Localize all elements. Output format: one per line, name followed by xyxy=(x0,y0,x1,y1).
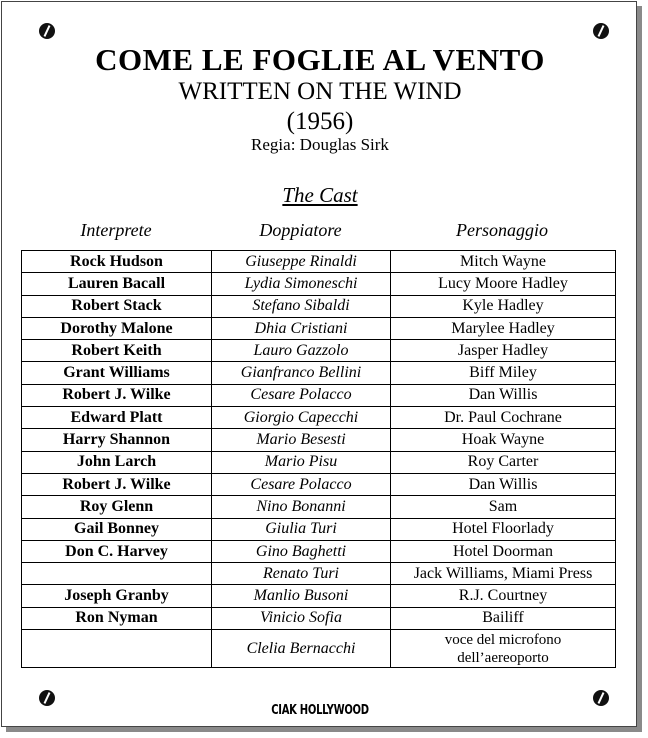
table-row xyxy=(22,429,616,451)
actor-cell: Roy Glenn xyxy=(22,496,212,518)
character-cell: Bailiff xyxy=(391,607,616,629)
character-cell: Dan Willis xyxy=(391,384,616,406)
column-header-actor: Interprete xyxy=(80,220,152,240)
actor-cell: Rock Hudson xyxy=(22,251,212,273)
table-row xyxy=(22,473,616,495)
screw-icon xyxy=(39,23,55,39)
actor-cell: Harry Shannon xyxy=(22,429,212,451)
actor-cell: Robert Stack xyxy=(22,295,212,317)
voice-cell: Giorgio Capecchi xyxy=(212,407,391,429)
character-cell: Jasper Hadley xyxy=(391,340,616,362)
cast-table xyxy=(21,250,616,668)
cast-heading: The Cast xyxy=(282,183,358,207)
actor-cell xyxy=(22,563,212,585)
column-header-voice: Doppiatore xyxy=(259,220,342,240)
voice-cell: Mario Pisu xyxy=(212,451,391,473)
table-row xyxy=(22,540,616,562)
film-year: (1956) xyxy=(286,108,354,135)
character-cell: Hotel Doorman xyxy=(391,540,616,562)
character-cell: Lucy Moore Hadley xyxy=(391,273,616,295)
character-cell: Hotel Floorlady xyxy=(391,518,616,540)
table-row xyxy=(22,362,616,384)
table-row xyxy=(22,518,616,540)
character-cell xyxy=(391,630,616,668)
actor-cell: Edward Platt xyxy=(22,407,212,429)
character-cell: Sam xyxy=(391,496,616,518)
character-cell: Dr. Paul Cochrane xyxy=(391,407,616,429)
voice-cell: Stefano Sibaldi xyxy=(212,295,391,317)
character-cell: Kyle Hadley xyxy=(391,295,616,317)
voice-cell: Giulia Turi xyxy=(212,518,391,540)
actor-cell: Dorothy Malone xyxy=(22,317,212,339)
character-cell: Jack Williams, Miami Press xyxy=(391,563,616,585)
voice-cell: Dhia Cristiani xyxy=(212,317,391,339)
film-title: COME LE FOGLIE AL VENTO xyxy=(95,42,545,77)
actor-cell: Robert J. Wilke xyxy=(22,384,212,406)
character-cell: Mitch Wayne xyxy=(391,251,616,273)
character-cell: Marylee Hadley xyxy=(391,317,616,339)
table-row xyxy=(22,295,616,317)
brand-logo: CIAK HOLLYWOOD xyxy=(271,703,369,718)
voice-cell: Gianfranco Bellini xyxy=(212,362,391,384)
voice-cell: Lauro Gazzolo xyxy=(212,340,391,362)
film-director: Regia: Douglas Sirk xyxy=(251,135,389,154)
actor-cell: Joseph Granby xyxy=(22,585,212,607)
actor-cell: Robert Keith xyxy=(22,340,212,362)
table-row xyxy=(22,496,616,518)
voice-cell: Mario Besesti xyxy=(212,429,391,451)
voice-cell: Manlio Busoni xyxy=(212,585,391,607)
cast-plaque xyxy=(1,1,637,727)
actor-cell: Robert J. Wilke xyxy=(22,473,212,495)
table-row xyxy=(22,273,616,295)
voice-cell: Cesare Polacco xyxy=(212,473,391,495)
actor-cell: Don C. Harvey xyxy=(22,540,212,562)
table-row xyxy=(22,340,616,362)
column-header-character: Personaggio xyxy=(456,220,548,240)
voice-cell: Vinicio Sofia xyxy=(212,607,391,629)
actor-cell: John Larch xyxy=(22,451,212,473)
voice-cell: Cesare Polacco xyxy=(212,384,391,406)
character-cell: Roy Carter xyxy=(391,451,616,473)
voice-cell: Nino Bonanni xyxy=(212,496,391,518)
actor-cell xyxy=(22,630,212,668)
character-cell: Hoak Wayne xyxy=(391,429,616,451)
table-row xyxy=(22,607,616,629)
table-row xyxy=(22,630,616,668)
character-line: dell’aereoporto xyxy=(457,649,549,666)
character-cell: Dan Willis xyxy=(391,473,616,495)
table-row xyxy=(22,384,616,406)
film-original-title: WRITTEN ON THE WIND xyxy=(178,78,462,105)
voice-cell: Clelia Bernacchi xyxy=(212,630,391,668)
actor-cell: Gail Bonney xyxy=(22,518,212,540)
table-row xyxy=(22,451,616,473)
voice-cell: Gino Baghetti xyxy=(212,540,391,562)
character-cell: Biff Miley xyxy=(391,362,616,384)
voice-cell: Giuseppe Rinaldi xyxy=(212,251,391,273)
actor-cell: Grant Williams xyxy=(22,362,212,384)
voice-cell: Renato Turi xyxy=(212,563,391,585)
table-row xyxy=(22,317,616,339)
table-row xyxy=(22,563,616,585)
voice-cell: Lydia Simoneschi xyxy=(212,273,391,295)
table-row xyxy=(22,407,616,429)
character-line: voce del microfono xyxy=(444,631,562,648)
actor-cell: Lauren Bacall xyxy=(22,273,212,295)
table-row xyxy=(22,585,616,607)
character-cell: R.J. Courtney xyxy=(391,585,616,607)
table-row xyxy=(22,251,616,273)
column-headers xyxy=(21,220,614,241)
screw-icon xyxy=(593,23,609,39)
actor-cell: Ron Nyman xyxy=(22,607,212,629)
